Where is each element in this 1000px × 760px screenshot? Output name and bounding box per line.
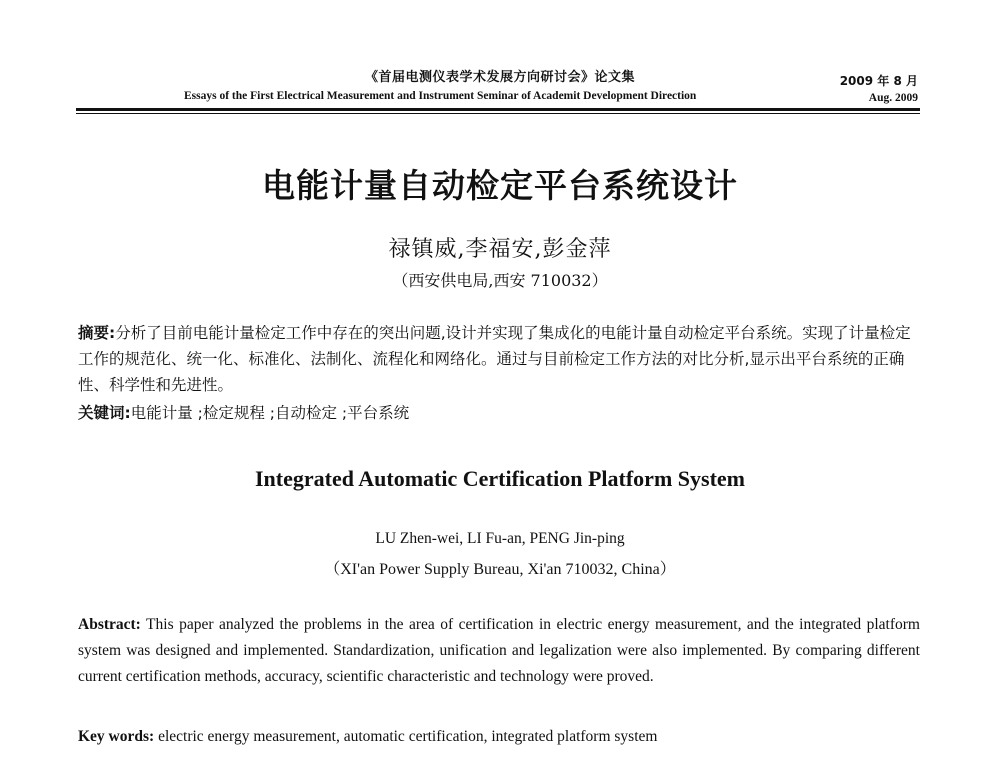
journal-title-en: Essays of the First Electrical Measurement and Instrument Seminar of Academit Development Direction (184, 90, 697, 102)
affiliation-en: （XI'an Power Supply Bureau, Xi'an 710032, China） (324, 561, 676, 578)
keywords-label-en: Key words: (78, 728, 155, 745)
affiliation-cn: （西安供电局,西安 710032） (392, 271, 608, 290)
journal-title-cn: 《首届电测仪表学术发展方向研讨会》论文集 (364, 70, 635, 85)
keywords-en (78, 724, 920, 750)
abstract-text-en: This paper analyzed the problems in the area of certification in electric energy measurement, and the integrated platform system was designed and implemented. Standardization, unification and legalization were also implemented. By comparing different current certification methods, accuracy, scientific characteristic and technology were proved. (78, 616, 920, 685)
issue-date-en: Aug. 2009 (868, 92, 918, 104)
authors-en: LU Zhen-wei, LI Fu-an, PENG Jin-ping (375, 530, 625, 547)
header-rule-thin (76, 113, 920, 114)
abstract-label-en: Abstract: (78, 616, 141, 633)
keywords-cn (78, 400, 920, 426)
header-rule-thick (76, 108, 920, 111)
keywords-text-cn: 电能计量 ;检定规程 ;自动检定 ;平台系统 (130, 404, 410, 422)
issue-date-cn: 2009 年 8 月 (839, 74, 918, 88)
keywords-label-cn: 关键词: (78, 404, 131, 422)
abstract-cn (78, 320, 920, 398)
abstract-label-cn: 摘要: (78, 324, 116, 342)
authors-cn: 禄镇威,李福安,彭金萍 (388, 237, 612, 262)
abstract-text-cn: 分析了目前电能计量检定工作中存在的突出问题,设计并实现了集成化的电能计量自动检定平台系统。实现了计量检定工作的规范化、统一化、标准化、法制化、流程化和网络化。通过与目前检定工作方法的对比分析,显示出平台系统的正确性、科学性和先进性。 (78, 324, 911, 394)
paper-title-cn: 电能计量自动检定平台系统设计 (262, 166, 738, 205)
keywords-text-en: electric energy measurement, automatic certification, integrated platform system (158, 728, 658, 745)
paper-title-en: Integrated Automatic Certification Platform System (255, 466, 745, 491)
abstract-en (78, 612, 920, 690)
journal-header (0, 0, 1000, 120)
